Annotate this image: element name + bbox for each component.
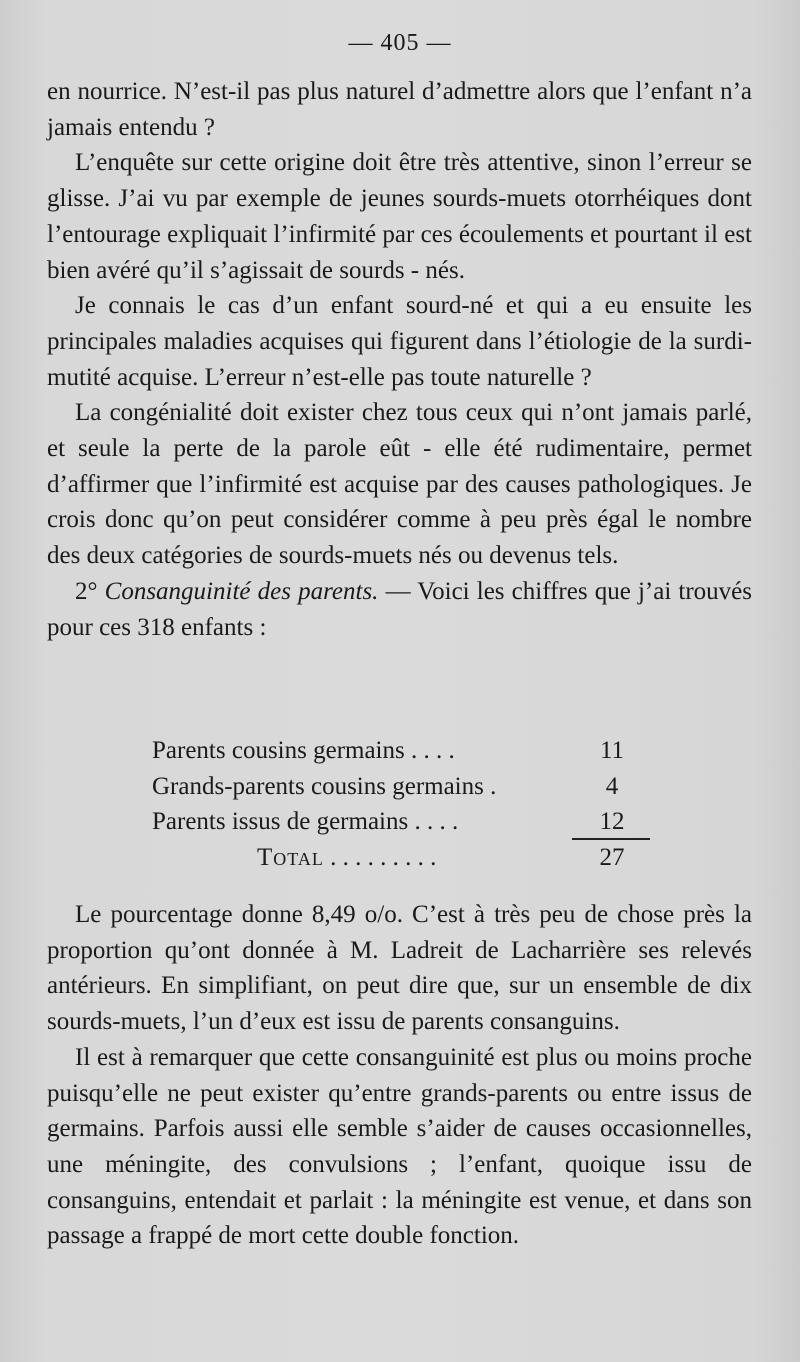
- total-value: 27: [599, 843, 625, 871]
- text-block-top: [47, 74, 752, 645]
- paragraph-3: Je connais le cas d’un enfant sourd-né et qui a eu ensuite les principales maladies acquises qui figurent dans l’étiologie de la surdi-mutité acquise. L’erreur n’est-elle pas toute naturelle ?: [47, 292, 752, 391]
- text-block-bottom: [47, 897, 752, 1254]
- consanguinity-table: [152, 733, 652, 875]
- row-label: Grands-parents cousins germains .: [152, 772, 497, 800]
- total-row: [152, 840, 652, 876]
- page-number: — 405 —: [348, 30, 452, 56]
- section-number: 2°: [75, 577, 98, 605]
- paragraph-4: La congénialité doit exister chez tous ceux qui n’ont jamais parlé, et seule la perte de la parole eût - elle été rudimentaire, permet d’affirmer que l’infirmité est acquise par des causes pathologiques. Je crois donc qu’on peut considérer comme à peu près égal le nombre des deux catégories de sourds-muets nés ou devenus tels.: [47, 399, 752, 570]
- table-row: [152, 733, 652, 769]
- paragraph-2: L’enquête sur cette origine doit être très attentive, sinon l’erreur se glisse. J’ai vu par exemple de jeunes sourds-muets otorrhéiques dont l’entourage expliquait l’infirmité par ces écoulements et pourtant il est bien avéré qu’il s’agissait de sourds - nés.: [47, 149, 752, 284]
- table-row: [152, 769, 652, 805]
- section-heading-paragraph: [47, 574, 752, 645]
- paragraph-6: Il est à remarquer que cette consanguinité est plus ou moins proche puisqu’elle ne peut exister qu’entre grands-parents ou entre issus de germains. Parfois aussi elle semble s’aider de causes occasionnelles, une méningite, des convulsions ; l’enfant, quoique issu de consanguins, entendait et parlait : la méningite est venue, et dans son passage a frappé de mort cette double fonction.: [47, 1043, 752, 1250]
- section-intro: — Voici les chiffres que j’ai trouvés pour ces 318 enfants :: [47, 577, 753, 641]
- paragraph-5: Le pourcentage donne 8,49 o/o. C’est à très peu de chose près la proportion qu’ont donnée à M. Ladreit de Lacharrière ses relevés antérieurs. En simplifiant, on peut dire que, sur un ensemble de dix sourds-muets, l’un d’eux est issu de parents consanguins.: [47, 901, 752, 1036]
- row-label: Parents cousins germains . . . .: [152, 737, 455, 764]
- total-label-group: [257, 840, 436, 876]
- paragraph-1: en nourrice. N’est-il pas plus naturel d’admettre alors que l’enfant n’a jamais entendu ?: [47, 78, 752, 141]
- row-value: 12: [599, 808, 625, 835]
- total-dots: . . . . . . . . .: [330, 843, 437, 871]
- row-value: 4: [605, 772, 619, 800]
- table-row: [152, 804, 652, 840]
- total-label: Total: [257, 843, 324, 871]
- row-label: Parents issus de germains . . . .: [152, 808, 459, 835]
- section-title: Consanguinité des parents.: [104, 577, 379, 605]
- row-value: 11: [599, 737, 625, 764]
